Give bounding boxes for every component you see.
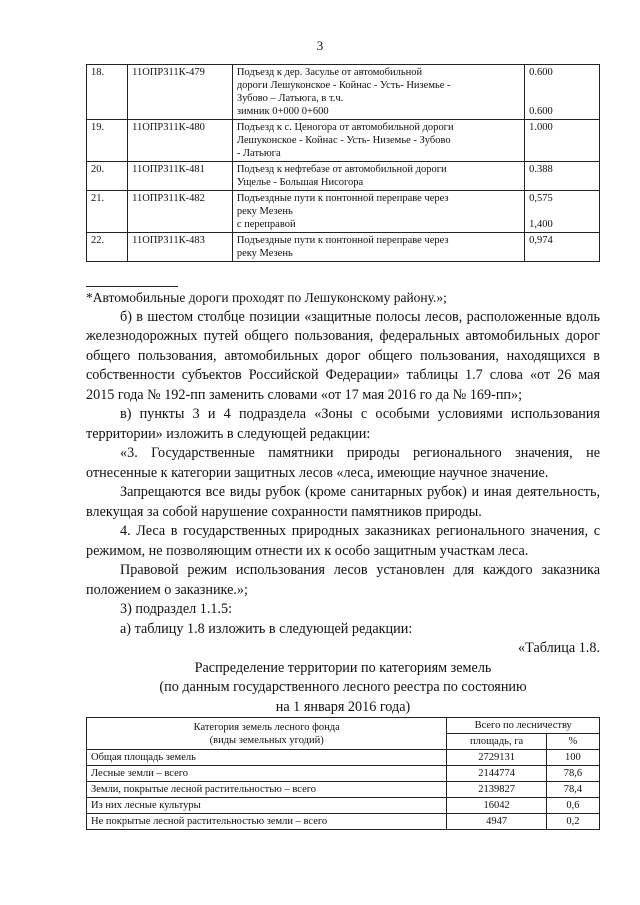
paragraph-b: б) в шестом столбце позиции «защитные полосы лесов, расположенные вдоль железнодорожных путей общего пользования, федеральных автомобильных дорог общего пользования, автомобильных дорог общего пользования, находящихся в собственности субъектов Российской Федерации» таблицы 1.7 слова «от 26 мая 2015 года № 192-пп заменить словами «от 17 мая 2016 го да № 169-пп»; [86,308,600,403]
road-name [232,120,524,162]
header-percent: % [546,734,599,750]
road-name-line: Лешуконское - Койнас - Усть- Низемье - Зубово [236,135,451,146]
table-title-line-2: (по данным государственного лесного реестра по состоянию [159,679,527,695]
road-number: 21. [87,191,128,233]
page-number: 3 [316,38,324,53]
paragraph-3-restrictions: Запрещаются все виды рубок (кроме санитарных рубок) и иная деятельность, влекущая за собой нарушение сохранности памятников природы. [86,484,600,520]
road-name-line: - Латьюга [236,148,281,159]
road-length-line: 0.600 [529,106,553,117]
road-name [232,65,524,120]
land-table-row [87,798,600,814]
road-name-line: зимник 0+000 0+600 [236,106,329,117]
paragraph-4: 4. Леса в государственных природных заказниках регионального значения, с режимом, не позволяющим отнести их к особо защитным участкам леса. [86,523,600,559]
paragraph-4-regime: Правовой режим использования лесов установлен для каждого заказника положением о заказнике.»; [86,562,600,598]
table-title-line-3: на 1 января 2016 года) [275,698,411,715]
paragraph-v: в) пункты 3 и 4 подраздела «Зоны с особыми условиями использования территории» изложить в следующей редакции: [86,406,600,442]
paragraph-a: а) таблицу 1.8 изложить в следующей редакции: [120,620,413,637]
road-length [525,120,600,162]
road-code: 11ОПР311К-483 [128,233,233,262]
road-length [525,65,600,120]
road-name-line: Подъезд к с. Ценогора от автомобильной дороги [236,122,454,133]
road-length [525,233,600,262]
road-length-line [529,92,595,105]
land-area: 2139827 [447,782,546,798]
header-area: площадь, га [447,734,546,750]
paragraph-subsection: 3) подраздел 1.1.5: [120,601,233,617]
road-name-line: с переправой [236,219,296,230]
header-category-line-2: (виды земельных угодий) [209,734,324,746]
road-name-line: Ущелье - Большая Нисогора [236,177,364,188]
land-percent: 100 [546,750,599,766]
road-length-line [529,79,595,92]
land-area: 2729131 [447,750,546,766]
road-length [525,162,600,191]
road-length-line [529,205,595,218]
road-name-line: Подъездные пути к понтонной переправе через [236,235,449,246]
footnote-divider [86,286,178,287]
land-area: 2144774 [447,766,546,782]
land-table-row [87,782,600,798]
land-area: 4947 [447,814,546,830]
road-name-line: Подъезд к нефтебазе от автомобильной дороги [236,164,447,175]
road-number: 18. [87,65,128,120]
land-categories-table [86,717,600,830]
header-total: Всего по лесничеству [447,718,600,734]
land-table-row [87,766,600,782]
road-table-row [87,233,600,262]
header-category [87,718,447,750]
road-number: 22. [87,233,128,262]
land-table-row [87,814,600,830]
land-category: Земли, покрытые лесной растительностью – всего [87,782,447,798]
road-length-line: 0,575 [529,193,553,204]
road-number: 19. [87,120,128,162]
land-table-header-row [87,718,600,734]
road-name [232,191,524,233]
land-area: 16042 [447,798,546,814]
road-name-line: реку Мезень [236,248,293,259]
road-code: 11ОПР311К-479 [128,65,233,120]
road-name [232,162,524,191]
road-table-row [87,162,600,191]
road-code: 11ОПР311К-482 [128,191,233,233]
land-category: Из них лесные культуры [87,798,447,814]
road-name-line: Зубово – Латьюга, в т.ч. [236,93,344,104]
road-name-line: Подъезд к дер. Засулье от автомобильной [236,67,423,78]
land-percent: 0,6 [546,798,599,814]
road-length [525,191,600,233]
road-code: 11ОПР311К-480 [128,120,233,162]
road-name-line: реку Мезень [236,206,293,217]
table-title-line-1: Распределение территории по категориям земель [194,659,492,676]
road-length-line: 0.600 [529,67,553,78]
road-name-line: дороги Лешуконское - Койнас - Усть- Низемье - [236,80,451,91]
road-number: 20. [87,162,128,191]
road-name-line: Подъездные пути к понтонной переправе через [236,193,449,204]
road-length-line: 0,974 [529,235,553,246]
land-percent: 0,2 [546,814,599,830]
header-category-line-1: Категория земель лесного фонда [193,721,340,733]
footnote: *Автомобильные дороги проходят по Лешуконскому району.»; [86,290,447,305]
land-category: Общая площадь земель [87,750,447,766]
paragraph-3: «3. Государственные памятники природы регионального значения, не отнесенные к категории защитных лесов «леса, имеющие научное значение. [86,445,600,481]
land-table-row [87,750,600,766]
land-category: Лесные земли – всего [87,766,447,782]
road-table-row [87,191,600,233]
road-length-line: 1.000 [529,122,553,133]
land-percent: 78,6 [546,766,599,782]
road-name [232,233,524,262]
road-table-row [87,120,600,162]
road-code: 11ОПР311К-481 [128,162,233,191]
land-category: Не покрытые лесной растительностью земли – всего [87,814,447,830]
road-length-line: 1,400 [529,219,553,230]
document-body [86,288,600,717]
table-caption: «Таблица 1.8. [518,640,600,656]
roads-table [86,64,600,262]
road-length-line: 0.388 [529,164,553,175]
road-table-row [87,65,600,120]
land-percent: 78,4 [546,782,599,798]
